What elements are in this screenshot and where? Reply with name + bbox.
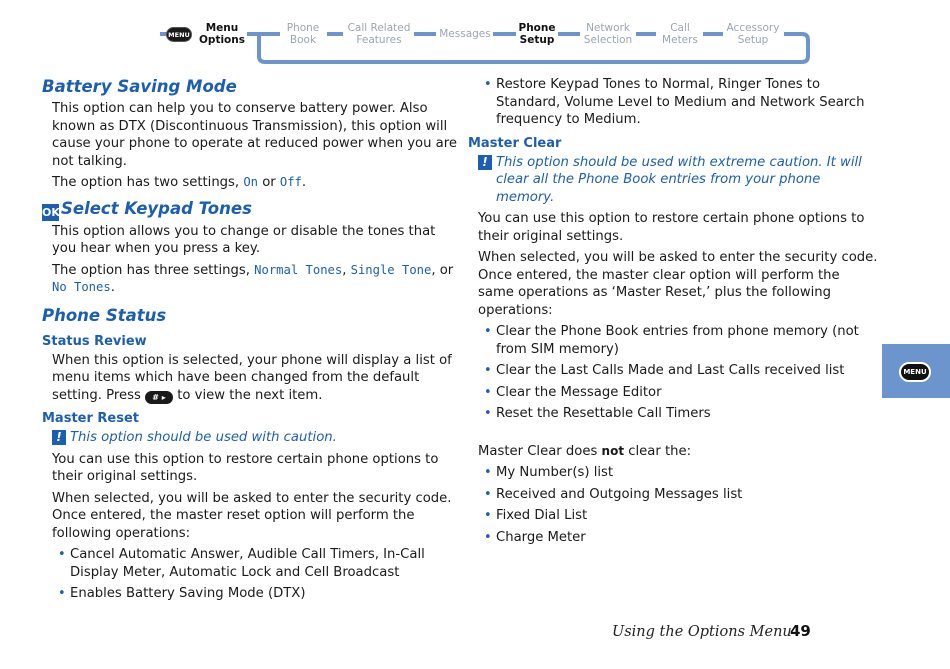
text: . <box>301 175 307 190</box>
list-item: • Clear the Last Calls Made and Last Calls received list <box>478 362 878 380</box>
setting-single-tone: Single Tone <box>350 262 432 277</box>
list-item: • Enables Battery Saving Mode (DTX) <box>52 585 457 603</box>
text: clear the: <box>624 443 692 459</box>
list-item: • Clear the Message Editor <box>478 384 878 402</box>
ok-icon: OK <box>42 205 60 219</box>
reset-procedure: When selected, you will be asked to enter the security code. Once entered, the master reset option will perform the following operations: <box>52 490 452 541</box>
text: Master Clear does <box>478 443 602 459</box>
nav-call-related-features: Call Related Features <box>347 22 411 46</box>
status-review-heading: Status Review <box>42 333 147 349</box>
text: to view the next item. <box>173 387 323 403</box>
nav-call-meters: Call Meters <box>662 22 698 46</box>
menu-navigation <box>0 0 950 70</box>
clear-operations-list <box>468 323 878 423</box>
menu-key-icon: MENU <box>899 362 931 382</box>
nav-menu-options: Menu Options <box>199 22 245 46</box>
text: The option has two settings, <box>52 175 244 190</box>
page-number: 49 <box>790 622 811 640</box>
text: , or <box>431 262 454 278</box>
caution-icon: ! <box>478 155 492 170</box>
reset-operations-list <box>42 546 457 603</box>
battery-description: This option can help you to conserve battery power. Also known as DTX (Discontinuous Transmission), this option will cause your phone to operate at reduced power when you are not talking. <box>52 101 457 169</box>
list-item: • Clear the Phone Book entries from phone memory (not from SIM memory) <box>478 323 878 358</box>
text: , <box>342 262 351 278</box>
master-reset-heading: Master Reset <box>42 411 140 426</box>
setting-on: On <box>243 175 258 189</box>
not-cleared-intro <box>468 443 878 461</box>
not-cleared-list <box>468 464 878 546</box>
caution-text: This option should be used with caution. <box>70 430 337 445</box>
reset-caution <box>42 429 457 447</box>
text: The option has three settings, <box>52 262 255 278</box>
list-item: • Restore Keypad Tones to Normal, Ringer Tones to Standard, Volume Level to Medium and Network Search frequency to Medium. <box>478 76 878 129</box>
setting-normal-tones: Normal Tones <box>254 262 343 277</box>
not-emphasis: not <box>601 443 625 458</box>
status-review-text <box>42 352 457 405</box>
right-column <box>468 76 878 546</box>
keypad-description: This option allows you to change or disable the tones that you hear when you press a key. <box>52 223 436 256</box>
nav-messages: Messages <box>439 28 491 40</box>
list-item: • Received and Outgoing Messages list <box>478 486 878 504</box>
nav-accessory-setup: Accessory Setup <box>726 22 780 46</box>
text: When this option is selected, your phone will display a list of menu items which have been changed from the default setting. Press <box>52 352 452 403</box>
footer-chapter-title: Using the Options Menu <box>612 624 792 640</box>
keypad-tones-title: Select Keypad Tones <box>61 198 252 218</box>
caution-icon: ! <box>52 430 66 445</box>
keypad-tones-heading <box>42 198 457 221</box>
list-item: • My Number(s) list <box>478 464 878 482</box>
text: or <box>258 175 280 190</box>
nav-phone-book: Phone Book <box>286 22 320 46</box>
master-clear-heading: Master Clear <box>468 135 562 151</box>
caution-text: This option should be used with extreme caution. It will clear all the Phone Book entries from your phone memory. <box>496 154 862 205</box>
keypad-settings-text <box>42 262 457 297</box>
nav-network-selection: Network Selection <box>583 22 633 46</box>
battery-settings-text <box>42 174 457 192</box>
text: . <box>110 280 115 295</box>
nav-phone-setup: Phone Setup <box>518 22 556 46</box>
reset-description: You can use this option to restore certain phone options to their original settings. <box>52 451 439 484</box>
list-item: • Fixed Dial List <box>478 507 878 525</box>
battery-saving-heading: Battery Saving Mode <box>42 77 237 96</box>
clear-description: You can use this option to restore certain phone options to their original settings. <box>478 211 865 244</box>
list-item: • Charge Meter <box>478 529 878 547</box>
list-item: • Reset the Resettable Call Timers <box>478 405 878 423</box>
menu-key-icon: MENU <box>166 27 192 42</box>
setting-no-tones: No Tones <box>52 280 111 294</box>
hash-key-icon: # ▸ <box>145 391 173 404</box>
clear-procedure: When selected, you will be asked to enter the security code. Once entered, the master clear option will perform the same operations as ‘Master Reset,’ plus the following operations: <box>478 250 878 318</box>
phone-status-heading: Phone Status <box>42 305 167 325</box>
section-side-tab <box>882 344 950 398</box>
reset-operations-continued <box>468 76 878 129</box>
clear-caution <box>468 154 878 207</box>
list-item: • Cancel Automatic Answer, Audible Call Timers, In-Call Display Meter, Automatic Lock and Cell Broadcast <box>52 546 457 581</box>
left-column <box>42 76 457 603</box>
setting-off: Off <box>279 175 302 189</box>
